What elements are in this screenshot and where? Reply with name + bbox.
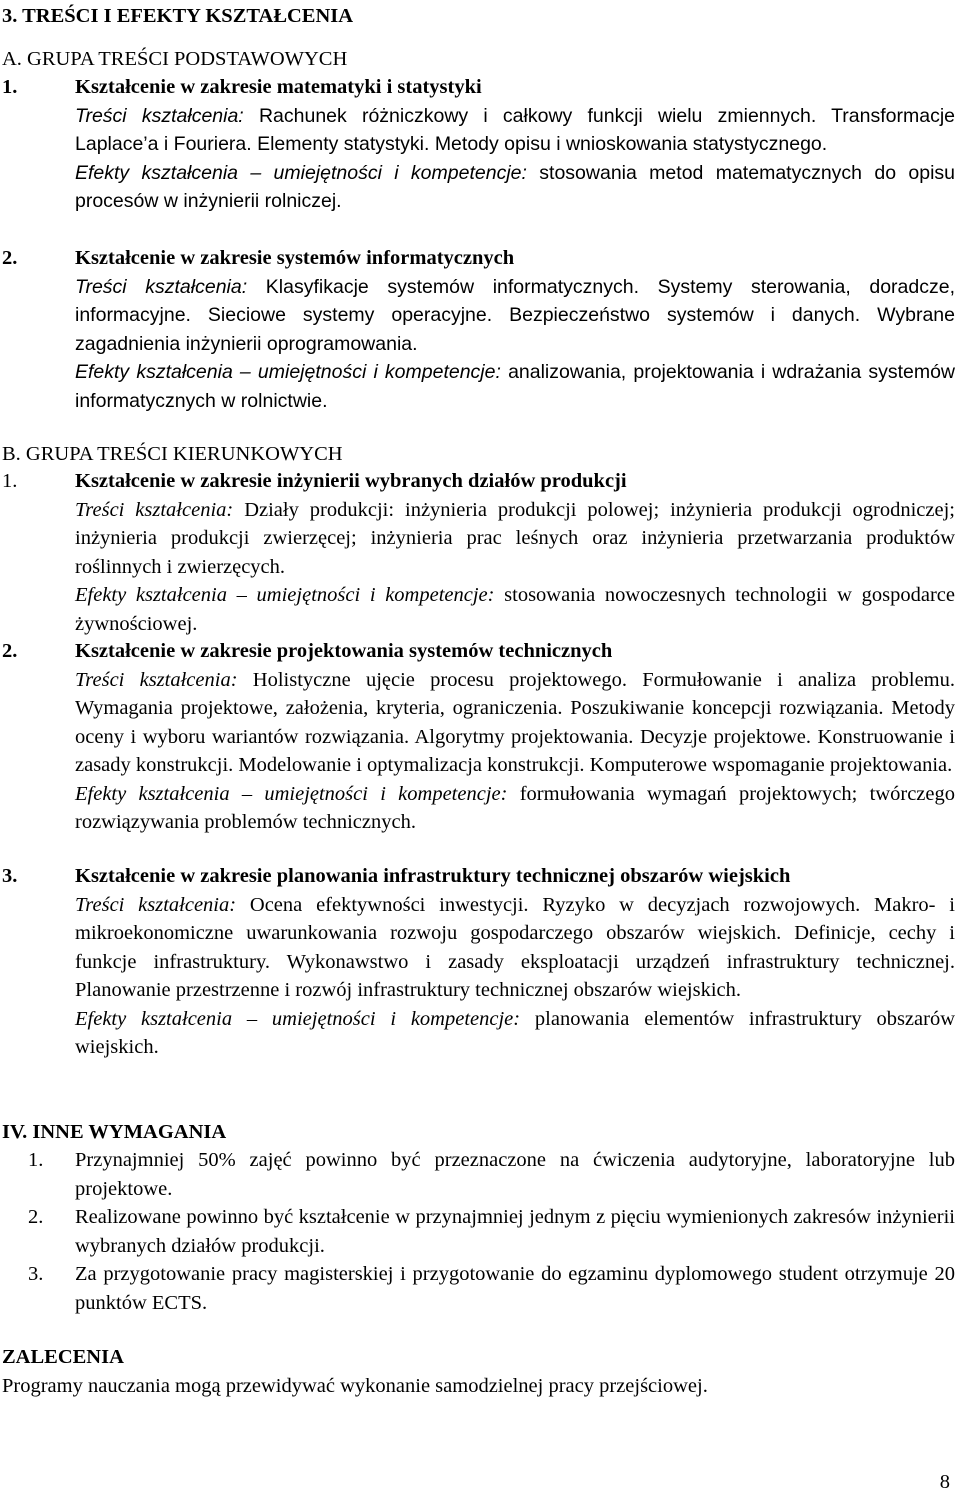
heading-text: 3. TREŚCI I EFEKTY KSZTAŁCENIA [2,5,354,27]
effects-label: Efekty kształcenia – umiejętności i kompetencje: [75,361,501,383]
effects-text: analizowania, projektowania i wdrażania systemów informatycznych w rolnictwie. [75,361,956,412]
item-effects [75,358,955,415]
group-b-item-3 [0,862,960,1062]
item-content [75,102,955,159]
group-b-item-2 [0,637,960,837]
effects-text: stosowania metod matematycznych do opisu procesów w inżynierii rolniczej. [75,161,956,212]
content-label: Treści kształcenia: [75,275,248,298]
item-number: 1. [2,470,18,492]
item-content [75,496,955,582]
content-label: Treści kształcenia: [75,893,237,916]
item-title: Kształcenie w zakresie inżynierii wybranych działów produkcji [75,470,627,492]
content-text: Rachunek różniczkowy i całkowy funkcji wielu zmiennych. Transformacje Laplace’a i Fouriera. Elementy statystyki. Metody opisu i wnioskowania statystycznego. [75,104,955,155]
item-effects [75,581,955,638]
list-item: 2. Realizowane powinno być kształcenie w przynajmniej jednym z pięciu wymienionych zakresów inżynierii wybranych działów produkcji. [28,1206,955,1257]
effects-text: planowania elementów infrastruktury obszarów wiejskich. [75,1007,955,1058]
group-a-item-1 [0,73,960,216]
content-text: Ocena efektywności inwestycji. Ryzyko w decyzjach rozwojowych. Makro- i mikroekonomiczne uwarunkowania rozwoju gospodarczego obszarów wiejskich. Definicje, cechy i funkcje infrastruktury. Wykonawstwo i zasady eksploatacji urządzeń infrastruktury technicznej. Planowanie przestrzenne i rozwój infrastruktury technicznej obszarów wiejskich. [75,893,955,1001]
page-number: 8 [939,1471,950,1493]
group-b-item-1 [0,467,960,638]
list-item: 1. Przynajmniej 50% zajęć powinno być przeznaczone na ćwiczenia audytoryjne, laboratoryjne lub projektowe. [28,1149,955,1200]
item-number: 2. [2,640,18,662]
item-number: 3. [2,865,18,887]
item-title: Kształcenie w zakresie matematyki i statystyki [75,76,482,98]
effects-label: Efekty kształcenia – umiejętności i kompetencje: [75,782,508,805]
effects-text: formułowania wymagań projektowych; twórczego rozwiązywania problemów technicznych. [75,782,955,833]
item-effects [75,1005,955,1062]
effects-label: Efekty kształcenia – umiejętności i kompetencje: [75,584,495,606]
content-label: Treści kształcenia: [75,104,244,127]
item-number: 2. [2,247,18,269]
item-content [75,891,955,1005]
item-content [75,666,955,780]
other-requirements-title: IV. INNE WYMAGANIA [2,1121,227,1143]
recommendations-text: Programy nauczania mogą przewidywać wykonanie samodzielnej pracy przejściowej. [2,1374,708,1397]
content-text: Działy produkcji: inżynieria produkcji polowej; inżynieria produkcji ogrodniczej; inżynieria produkcji zwierzęcej; inżynieria prac leśnych oraz inżynieria przetwarzania produktów roślinnych i zwierzęcych. [75,498,955,578]
list-item: 3. Za przygotowanie pracy magisterskiej i przygotowanie do egzaminu dyplomowego student otrzymuje 20 punktów ECTS. [28,1263,955,1314]
group-a-title: A. GRUPA TREŚCI PODSTAWOWYCH [2,48,348,70]
group-a-item-2 [0,244,960,415]
group-b-title: B. GRUPA TREŚCI KIERUNKOWYCH [2,443,343,465]
item-content [75,273,955,359]
content-label: Treści kształcenia: [75,498,234,521]
item-title: Kształcenie w zakresie systemów informatycznych [75,247,515,269]
item-effects [75,159,955,216]
recommendations [0,1343,960,1400]
item-title: Kształcenie w zakresie projektowania systemów technicznych [75,640,613,662]
item-number: 1. [2,76,18,98]
effects-label: Efekty kształcenia – umiejętności i kompetencje: [75,1007,521,1030]
recommendations-title: ZALECENIA [2,1346,124,1368]
item-effects [75,780,955,837]
other-requirements-list [0,1146,960,1317]
section-heading [0,2,960,31]
item-title: Kształcenie w zakresie planowania infrastruktury technicznej obszarów wiejskich [75,865,791,887]
content-label: Treści kształcenia: [75,668,238,691]
effects-label: Efekty kształcenia – umiejętności i kompetencje: [75,161,527,184]
content-text: Klasyfikacje systemów informatycznych. Systemy sterowania, doradcze, informacyjne. Sieciowe systemy operacyjne. Bezpieczeństwo systemów i danych. Wybrane zagadnienia inżynierii oprogramowania. [75,275,956,355]
effects-text: stosowania nowoczesnych technologii w gospodarce żywnościowej. [75,584,955,635]
content-text: Holistyczne ujęcie procesu projektowego. Formułowanie i analiza problemu. Wymagania projektowe, założenia, kryteria, ograniczenia. Poszukiwanie koncepcji rozwiązania. Metody oceny i wyboru wariantów rozwiązania. Algorytmy projektowania. Decyzje projektowe. Konstruowanie i zasady konstrukcji. Modelowanie i optymalizacja konstrukcji. Komputerowe wspomaganie projektowania. [75,668,955,776]
